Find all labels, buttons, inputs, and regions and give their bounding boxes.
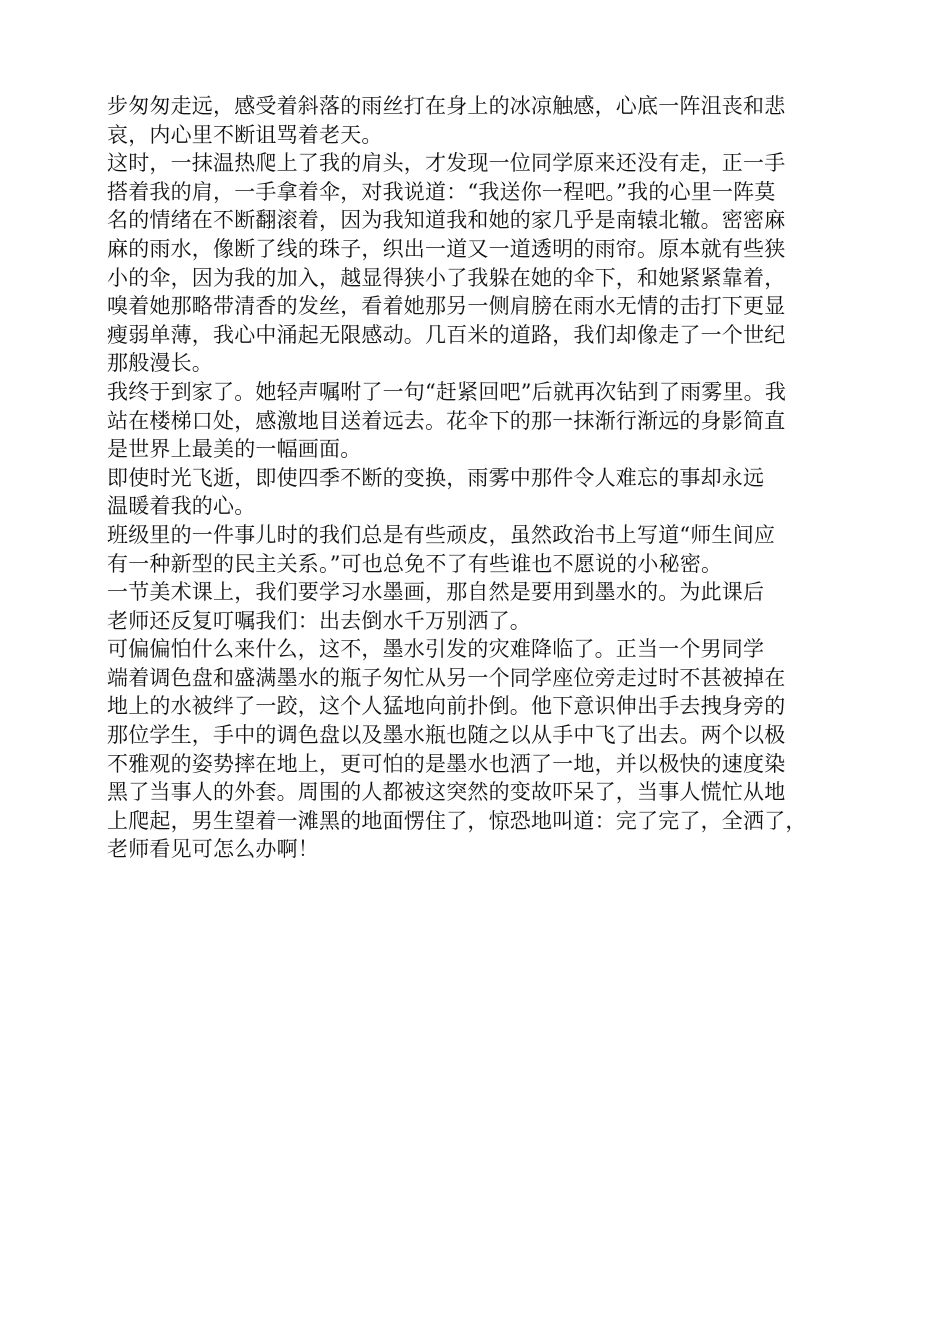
text-line: 那位学生，手中的调色盘以及墨水瓶也随之以从手中飞了出去。两个以极	[107, 723, 786, 748]
text-line: 小的伞，因为我的加入，越显得狭小了我躲在她的伞下，和她紧紧靠着，	[107, 265, 786, 290]
text-line: 瘦弱单薄，我心中涌起无限感动。几百米的道路，我们却像走了一个世纪	[107, 322, 786, 347]
text-line: 步匆匆走远，感受着斜落的雨丝打在身上的冰凉触感，心底一阵沮丧和悲	[107, 94, 786, 118]
text-line: 不雅观的姿势摔在地上，更可怕的是墨水也洒了一地，并以极快的速度染	[107, 751, 786, 776]
text-line: 搭着我的肩，一手拿着伞，对我说道：“我送你一程吧。”我的心里一阵莫	[107, 179, 776, 204]
text-line: 名的情绪在不断翻滚着，因为我知道我和她的家几乎是南辕北辙。密密麻	[107, 208, 786, 233]
text-line: 可偏偏怕什么来什么，这不，墨水引发的灾难降临了。正当一个男同学	[107, 637, 765, 662]
text-line: 即使时光飞逝，即使四季不断的变换，雨雾中那件令人难忘的事却永远	[107, 465, 765, 490]
text-line: 温暖着我的心。	[107, 494, 256, 519]
text-line: 黑了当事人的外套。周围的人都被这突然的变故吓呆了，当事人慌忙从地	[107, 780, 786, 805]
text-line: 老师看见可怎么办啊！	[107, 837, 319, 862]
text-line: 这时，一抹温热爬上了我的肩头，才发现一位同学原来还没有走，正一手	[107, 151, 786, 176]
text-line: 那般漫长。	[107, 351, 213, 376]
text-line: 一节美术课上，我们要学习水墨画，那自然是要用到墨水的。为此课后	[107, 580, 765, 605]
text-line: 是世界上最美的一幅画面。	[107, 437, 362, 462]
text-line: 老师还反复叮嘱我们：出去倒水千万别洒了。	[107, 608, 531, 633]
text-line: 哀，内心里不断诅骂着老天。	[107, 122, 383, 147]
text-line: 我终于到家了。她轻声嘱咐了一句“赶紧回吧”后就再次钻到了雨雾里。我	[107, 379, 787, 404]
text-line: 上爬起，男生望着一滩黑的地面愣住了，惊恐地叫道：完了完了，全洒了，	[107, 808, 807, 833]
text-line: 地上的水被绊了一跤，这个人猛地向前扑倒。他下意识伸出手去拽身旁的	[107, 694, 786, 719]
text-line: 有一种新型的民主关系。”可也总免不了有些谁也不愿说的小秘密。	[107, 551, 723, 576]
essay-text	[107, 92, 867, 864]
text-line: 嗅着她那略带清香的发丝，看着她那另一侧肩膀在雨水无情的击打下更显	[107, 294, 786, 319]
text-line: 端着调色盘和盛满墨水的瓶子匆忙从另一个同学座位旁走过时不甚被掉在	[107, 665, 786, 690]
text-line: 麻的雨水，像断了线的珠子，织出一道又一道透明的雨帘。原本就有些狭	[107, 236, 786, 261]
text-line: 站在楼梯口处，感激地目送着远去。花伞下的那一抹渐行渐远的身影简直	[107, 408, 786, 433]
text-line: 班级里的一件事儿时的我们总是有些顽皮，虽然政治书上写道“师生间应	[107, 522, 776, 547]
